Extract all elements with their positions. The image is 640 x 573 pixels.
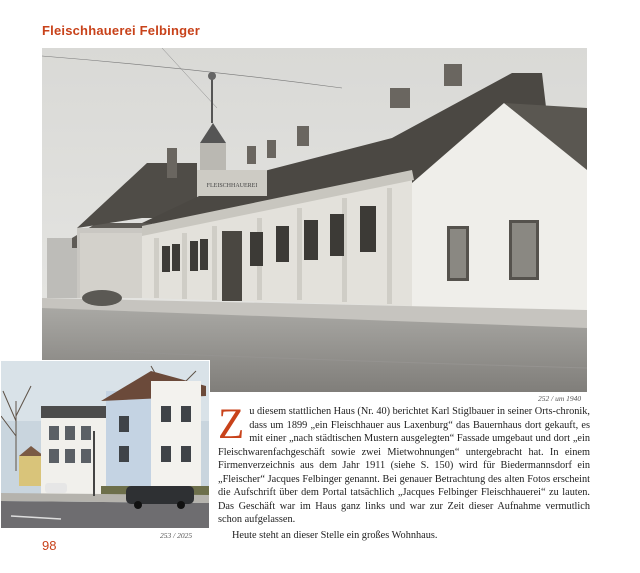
paragraph-1 [218, 401, 590, 527]
modern-photo-caption: 253 / 2025 [160, 531, 193, 540]
drop-cap: Z [218, 401, 245, 448]
historic-photo [42, 48, 587, 392]
historic-photo-caption: 252 / um 1940 [538, 394, 582, 403]
article-text [218, 401, 590, 542]
paragraph-2: Heute steht an dieser Stelle ein großes Wohnhaus. [232, 529, 438, 541]
shop-sign-text: FLEISCHHAUEREI [206, 183, 258, 189]
page-number: 98 [42, 538, 57, 553]
page-title: Fleischhauerei Felbinger [42, 23, 200, 38]
paragraph-1-text: u diesem stattlichen Haus (Nr. 40) berichtet Karl Stiglbauer in seiner Orts-chronik, dass um 1899 „ein Fleischhauer aus Laxenburg“ das Bauernhaus dort gekauft, es mit einer „nach städtischen Mustern ausgelegten“ Fassade umgebaut und dort „ein Fleischwarenfachgeschäft sowie zwei Mietwohnungen“ untergebracht hat. In einem Firmenverzeichnis aus dem Jahr 1911 (siehe S. 150) wird für Biedermannsdorf ein „Fleischer“ Jacques Felbinger genannt. Bei genauer Betrachtung des alten Fotos erscheint die Aufschrift über dem Portal tatsächlich „Jacques Felbinger Fleischhauerei“ zu lauten. Das Geschäft war im Haus ganz links und war zur Zeit dieser Aufnahme vermutlich schon aufgelassen. [218, 406, 590, 525]
modern-photo [0, 360, 210, 529]
